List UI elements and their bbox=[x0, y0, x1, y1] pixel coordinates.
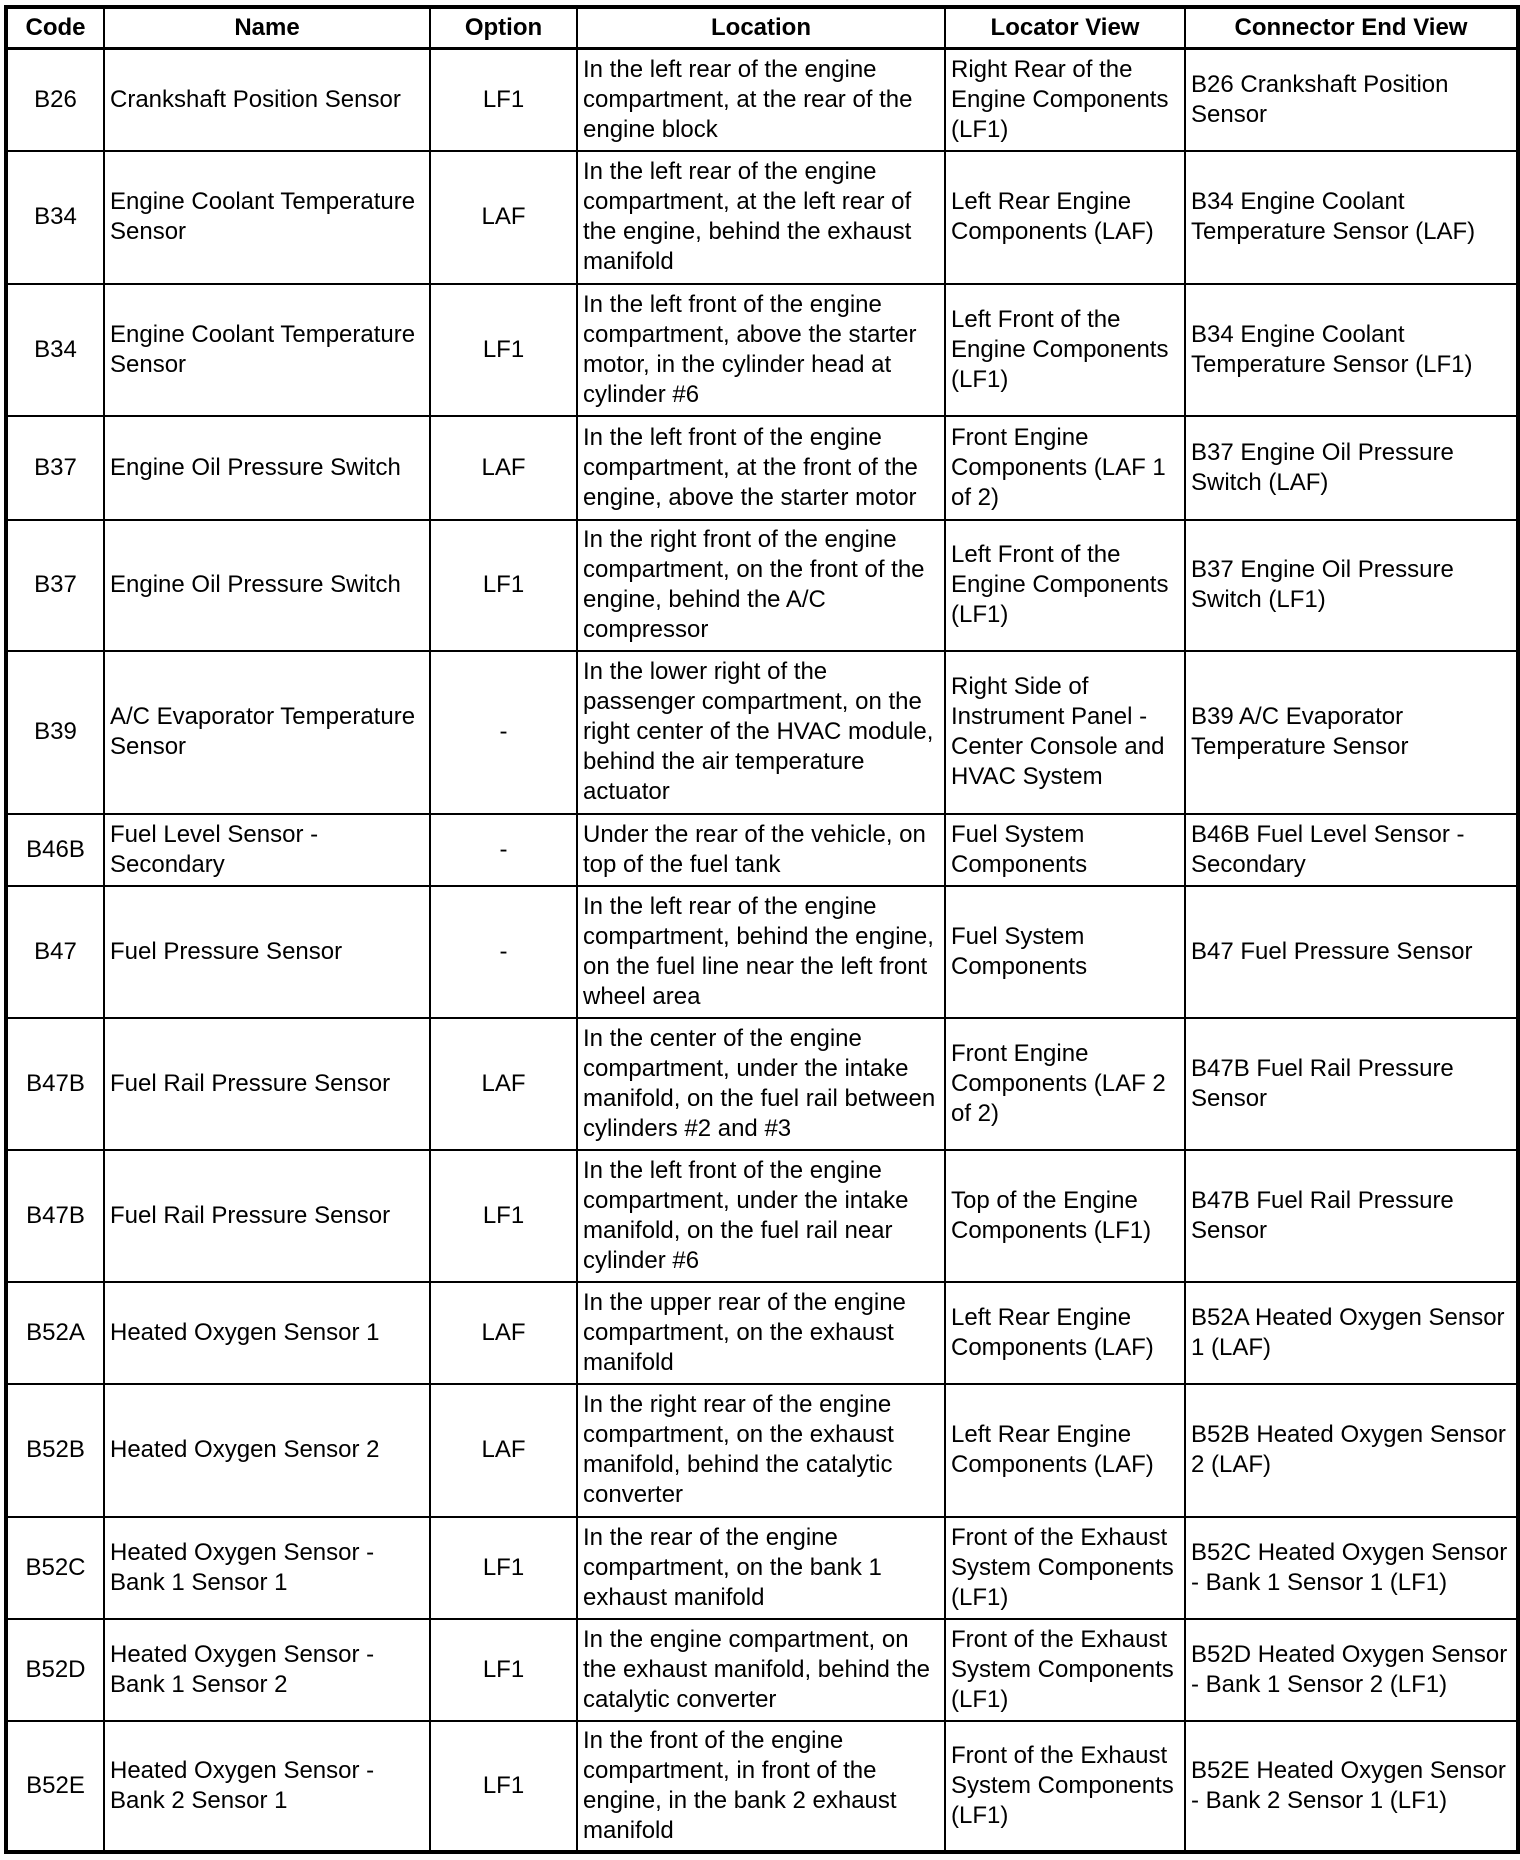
table-row bbox=[6, 151, 1518, 284]
cell-name: Heated Oxygen Sensor - Bank 2 Sensor 1 bbox=[104, 1721, 430, 1852]
cell-location: In the left front of the engine compartment, under the intake manifold, on the fuel rail near cylinder #6 bbox=[577, 1150, 945, 1282]
cell-name: Engine Coolant Temperature Sensor bbox=[104, 151, 430, 284]
cell-option: LAF bbox=[430, 1282, 577, 1384]
cell-location: In the left front of the engine compartment, above the starter motor, in the cylinder head at cylinder #6 bbox=[577, 284, 945, 416]
cell-name: Heated Oxygen Sensor - Bank 1 Sensor 2 bbox=[104, 1619, 430, 1721]
cell-connector-end-view: B52E Heated Oxygen Sensor - Bank 2 Sensor 1 (LF1) bbox=[1185, 1721, 1518, 1852]
cell-locator-view: Fuel System Components bbox=[945, 886, 1185, 1018]
table-row bbox=[6, 416, 1518, 520]
cell-connector-end-view: B39 A/C Evaporator Temperature Sensor bbox=[1185, 651, 1518, 814]
cell-code: B26 bbox=[6, 49, 104, 151]
table-row bbox=[6, 1517, 1518, 1619]
cell-option: LAF bbox=[430, 1384, 577, 1517]
cell-name: Crankshaft Position Sensor bbox=[104, 49, 430, 151]
cell-locator-view: Front Engine Components (LAF 1 of 2) bbox=[945, 416, 1185, 520]
header-location: Location bbox=[577, 7, 945, 49]
header-option: Option bbox=[430, 7, 577, 49]
cell-name: A/C Evaporator Temperature Sensor bbox=[104, 651, 430, 814]
cell-code: B34 bbox=[6, 151, 104, 284]
cell-locator-view: Left Rear Engine Components (LAF) bbox=[945, 1384, 1185, 1517]
cell-locator-view: Left Front of the Engine Components (LF1) bbox=[945, 520, 1185, 651]
table-body bbox=[6, 49, 1518, 1852]
table-row bbox=[6, 886, 1518, 1018]
cell-option: LF1 bbox=[430, 1619, 577, 1721]
table-row bbox=[6, 651, 1518, 814]
cell-option: LF1 bbox=[430, 1721, 577, 1852]
cell-code: B37 bbox=[6, 520, 104, 651]
cell-code: B47B bbox=[6, 1018, 104, 1150]
cell-location: In the center of the engine compartment, under the intake manifold, on the fuel rail between cylinders #2 and #3 bbox=[577, 1018, 945, 1150]
cell-locator-view: Top of the Engine Components (LF1) bbox=[945, 1150, 1185, 1282]
cell-code: B52E bbox=[6, 1721, 104, 1852]
cell-connector-end-view: B47 Fuel Pressure Sensor bbox=[1185, 886, 1518, 1018]
cell-locator-view: Right Rear of the Engine Components (LF1) bbox=[945, 49, 1185, 151]
cell-code: B52B bbox=[6, 1384, 104, 1517]
table-row bbox=[6, 1018, 1518, 1150]
header-row bbox=[6, 7, 1518, 49]
cell-code: B52C bbox=[6, 1517, 104, 1619]
cell-location: In the left rear of the engine compartment, at the rear of the engine block bbox=[577, 49, 945, 151]
cell-connector-end-view: B52B Heated Oxygen Sensor 2 (LAF) bbox=[1185, 1384, 1518, 1517]
cell-name: Fuel Rail Pressure Sensor bbox=[104, 1150, 430, 1282]
table-row bbox=[6, 1150, 1518, 1282]
cell-connector-end-view: B47B Fuel Rail Pressure Sensor bbox=[1185, 1150, 1518, 1282]
cell-connector-end-view: B37 Engine Oil Pressure Switch (LF1) bbox=[1185, 520, 1518, 651]
cell-connector-end-view: B34 Engine Coolant Temperature Sensor (LF1) bbox=[1185, 284, 1518, 416]
table-row bbox=[6, 520, 1518, 651]
cell-option: LAF bbox=[430, 1018, 577, 1150]
cell-code: B39 bbox=[6, 651, 104, 814]
cell-locator-view: Left Rear Engine Components (LAF) bbox=[945, 151, 1185, 284]
connector-table bbox=[4, 5, 1520, 1854]
cell-locator-view: Front of the Exhaust System Components (LF1) bbox=[945, 1517, 1185, 1619]
cell-name: Engine Oil Pressure Switch bbox=[104, 416, 430, 520]
cell-locator-view: Right Side of Instrument Panel - Center Console and HVAC System bbox=[945, 651, 1185, 814]
cell-option: - bbox=[430, 651, 577, 814]
cell-location: In the right front of the engine compartment, on the front of the engine, behind the A/C compressor bbox=[577, 520, 945, 651]
table-row bbox=[6, 1282, 1518, 1384]
table-row bbox=[6, 1619, 1518, 1721]
cell-location: In the engine compartment, on the exhaust manifold, behind the catalytic converter bbox=[577, 1619, 945, 1721]
cell-location: In the left front of the engine compartment, at the front of the engine, above the starter motor bbox=[577, 416, 945, 520]
cell-locator-view: Fuel System Components bbox=[945, 814, 1185, 886]
cell-code: B47B bbox=[6, 1150, 104, 1282]
cell-option: LAF bbox=[430, 416, 577, 520]
cell-location: Under the rear of the vehicle, on top of the fuel tank bbox=[577, 814, 945, 886]
cell-location: In the rear of the engine compartment, on the bank 1 exhaust manifold bbox=[577, 1517, 945, 1619]
cell-locator-view: Front Engine Components (LAF 2 of 2) bbox=[945, 1018, 1185, 1150]
cell-location: In the lower right of the passenger compartment, on the right center of the HVAC module, behind the air temperature actuator bbox=[577, 651, 945, 814]
cell-option: LAF bbox=[430, 151, 577, 284]
cell-location: In the upper rear of the engine compartment, on the exhaust manifold bbox=[577, 1282, 945, 1384]
cell-connector-end-view: B47B Fuel Rail Pressure Sensor bbox=[1185, 1018, 1518, 1150]
cell-name: Fuel Level Sensor - Secondary bbox=[104, 814, 430, 886]
cell-option: LF1 bbox=[430, 1517, 577, 1619]
cell-locator-view: Left Rear Engine Components (LAF) bbox=[945, 1282, 1185, 1384]
cell-name: Fuel Pressure Sensor bbox=[104, 886, 430, 1018]
cell-connector-end-view: B26 Crankshaft Position Sensor bbox=[1185, 49, 1518, 151]
cell-connector-end-view: B52D Heated Oxygen Sensor - Bank 1 Sensor 2 (LF1) bbox=[1185, 1619, 1518, 1721]
cell-location: In the right rear of the engine compartment, on the exhaust manifold, behind the catalytic converter bbox=[577, 1384, 945, 1517]
table-row bbox=[6, 49, 1518, 151]
cell-connector-end-view: B46B Fuel Level Sensor - Secondary bbox=[1185, 814, 1518, 886]
cell-code: B37 bbox=[6, 416, 104, 520]
cell-name: Engine Oil Pressure Switch bbox=[104, 520, 430, 651]
cell-option: LF1 bbox=[430, 520, 577, 651]
cell-code: B47 bbox=[6, 886, 104, 1018]
cell-location: In the front of the engine compartment, in front of the engine, in the bank 2 exhaust manifold bbox=[577, 1721, 945, 1852]
cell-locator-view: Front of the Exhaust System Components (LF1) bbox=[945, 1721, 1185, 1852]
table-row bbox=[6, 284, 1518, 416]
cell-connector-end-view: B34 Engine Coolant Temperature Sensor (LAF) bbox=[1185, 151, 1518, 284]
cell-code: B52D bbox=[6, 1619, 104, 1721]
table-header bbox=[6, 7, 1518, 49]
cell-name: Fuel Rail Pressure Sensor bbox=[104, 1018, 430, 1150]
cell-option: - bbox=[430, 886, 577, 1018]
cell-option: LF1 bbox=[430, 1150, 577, 1282]
table-row bbox=[6, 1384, 1518, 1517]
cell-location: In the left rear of the engine compartment, behind the engine, on the fuel line near the left front wheel area bbox=[577, 886, 945, 1018]
cell-connector-end-view: B37 Engine Oil Pressure Switch (LAF) bbox=[1185, 416, 1518, 520]
table-row bbox=[6, 814, 1518, 886]
header-name: Name bbox=[104, 7, 430, 49]
cell-option: LF1 bbox=[430, 284, 577, 416]
cell-locator-view: Front of the Exhaust System Components (LF1) bbox=[945, 1619, 1185, 1721]
table-row bbox=[6, 1721, 1518, 1852]
cell-connector-end-view: B52C Heated Oxygen Sensor - Bank 1 Sensor 1 (LF1) bbox=[1185, 1517, 1518, 1619]
cell-name: Engine Coolant Temperature Sensor bbox=[104, 284, 430, 416]
cell-name: Heated Oxygen Sensor 2 bbox=[104, 1384, 430, 1517]
cell-locator-view: Left Front of the Engine Components (LF1) bbox=[945, 284, 1185, 416]
cell-option: - bbox=[430, 814, 577, 886]
cell-code: B34 bbox=[6, 284, 104, 416]
header-code: Code bbox=[6, 7, 104, 49]
cell-name: Heated Oxygen Sensor - Bank 1 Sensor 1 bbox=[104, 1517, 430, 1619]
cell-code: B46B bbox=[6, 814, 104, 886]
header-connector-end-view: Connector End View bbox=[1185, 7, 1518, 49]
cell-location: In the left rear of the engine compartment, at the left rear of the engine, behind the exhaust manifold bbox=[577, 151, 945, 284]
cell-name: Heated Oxygen Sensor 1 bbox=[104, 1282, 430, 1384]
cell-connector-end-view: B52A Heated Oxygen Sensor 1 (LAF) bbox=[1185, 1282, 1518, 1384]
cell-option: LF1 bbox=[430, 49, 577, 151]
cell-code: B52A bbox=[6, 1282, 104, 1384]
header-locator-view: Locator View bbox=[945, 7, 1185, 49]
